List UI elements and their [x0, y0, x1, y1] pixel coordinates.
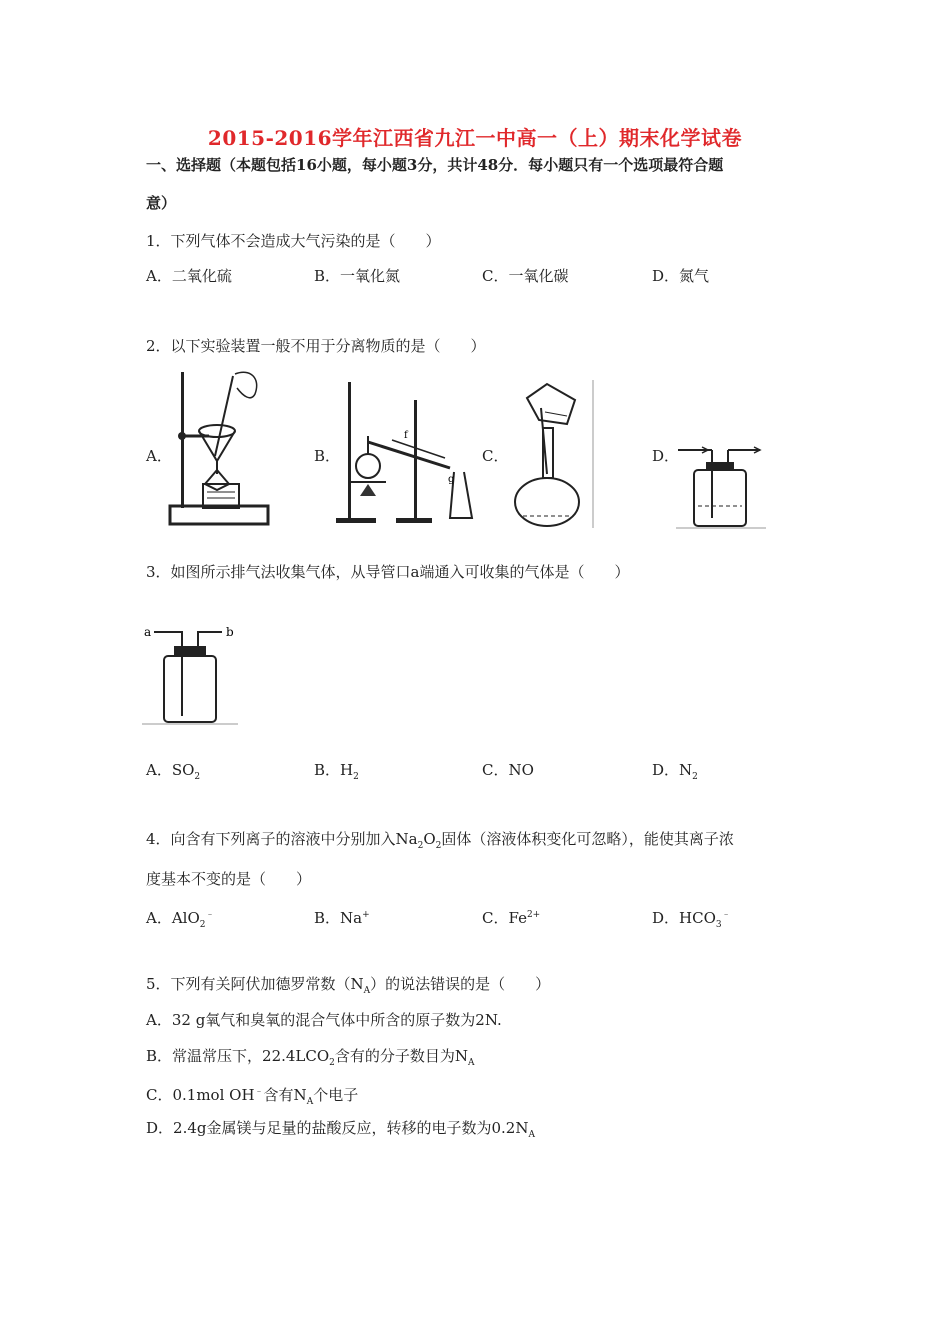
q1-option-d: D．氮气 — [652, 267, 710, 285]
question-4-stem: 4．向含有下列离子的溶液中分别加入$Na_2O_2$固体（溶液体积变化可忽略），能使其离子浓 — [146, 830, 734, 851]
q2-label-a: A． — [146, 447, 172, 465]
mark-f: f — [404, 430, 408, 441]
question-5-stem: 5．下列有关阿伏加德罗常数$(N_A)$的说法错误的是（ ） — [146, 975, 551, 996]
q3-option-d: D．$N_2$ — [652, 761, 698, 782]
question-2-stem: 2．以下实验装置一般不用于分离物质的是（ ） — [146, 337, 486, 355]
filtration-apparatus-figure — [165, 366, 275, 528]
volumetric-flask-figure — [505, 378, 597, 530]
q1-option-c: C．一氧化碳 — [482, 267, 569, 285]
q3-option-a: A．$SO_2$ — [146, 761, 201, 782]
q2-label-b: B． — [314, 447, 341, 465]
q5-option-c: C．0.1mol OH﹣含有$N_A$个电子 — [146, 1086, 359, 1107]
port-b-label: b — [226, 625, 234, 639]
q5-option-a: A．32 g氧气和臭氧的混合气体中所含的原子数为2N. — [146, 1011, 502, 1029]
question-3-stem: 3．如图所示排气法收集气体，从导管口a端通入可收集的气体是（ ） — [146, 563, 630, 581]
q3-option-c: C．NO — [482, 761, 534, 779]
mark-g: g — [448, 474, 455, 485]
q1-option-b: B．一氧化氮 — [314, 267, 401, 285]
q4-option-b: B．Na+ — [314, 909, 370, 927]
question-1-stem: 1．下列气体不会造成大气污染的是（ ） — [146, 232, 441, 250]
question-4-stem-cont: 度基本不变的是（ ） — [146, 870, 312, 888]
section-heading: 一、选择题（本题包括16小题，每小题3分，共计48分．每小题只有一个选项最符合题 — [146, 156, 724, 174]
port-a-label: a — [144, 625, 152, 639]
q4-option-c: C．$Fe^{2+}$ — [482, 909, 541, 927]
q5-option-d: D．2.4g金属镁与足量的盐酸反应，转移的电子数为$0.2N_A$ — [146, 1119, 535, 1140]
q2-label-c: C． — [482, 447, 509, 465]
q3-option-b: B．$H_2$ — [314, 761, 359, 782]
q1-option-a: A．二氧化硫 — [146, 267, 232, 285]
q4-option-d: D．$HCO_3^﹣$ — [652, 909, 731, 930]
q4-option-a: A．AlO$_2$﹣ — [146, 909, 215, 930]
gas-washing-bottle-figure — [676, 444, 768, 530]
distillation-apparatus-figure — [330, 378, 480, 528]
section-heading-cont: 意） — [146, 194, 177, 212]
exam-title: 2015-2016学年江西省九江一中高一（上）期末化学试卷 — [207, 126, 743, 150]
q5-option-b: B．常温常压下，$22.4LCO_2$含有的分子数目为$N_A$ — [146, 1047, 475, 1068]
gas-collection-bottle-figure — [142, 622, 240, 726]
q2-label-d: D． — [652, 447, 680, 465]
